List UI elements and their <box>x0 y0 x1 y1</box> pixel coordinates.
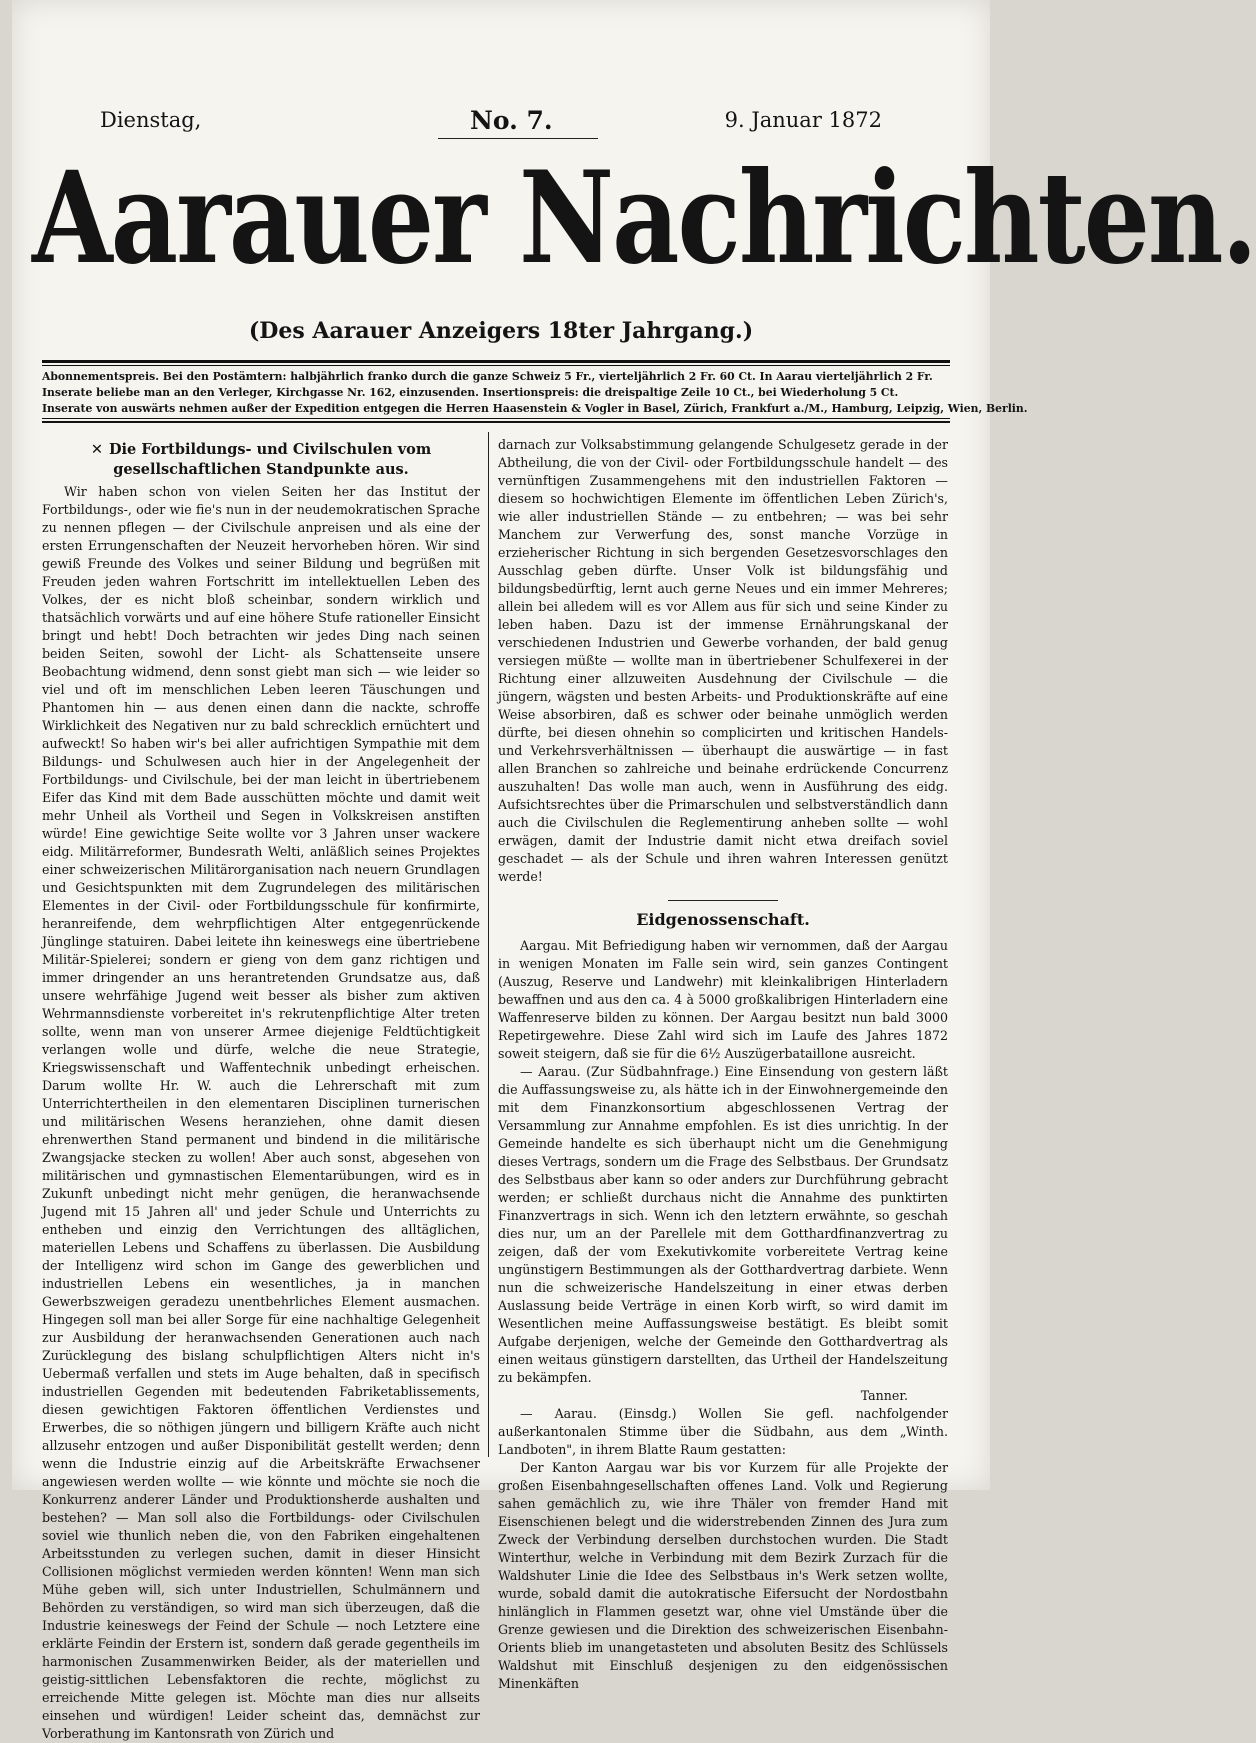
subscription-line-3: Inserate von auswärts nehmen außer der Expedition entgegen die Herren Haasenstein & Vogler in Basel, Zürich, Frankfurt a./M., Hamburg, Leipzig, Wien, Berlin. <box>42 402 1028 415</box>
masthead-title: Aarauer Nachrichten. <box>32 142 1256 293</box>
issue-number: No. 7. <box>470 106 553 135</box>
header-rule-thick <box>42 360 950 363</box>
article-title-text: Die Fortbildungs- und Civilschulen vom gesellschaftlichen Standpunkte aus. <box>108 441 432 478</box>
subscription-line-1: Abonnementspreis. Bei den Postämtern: halbjährlich franko durch die ganze Schweiz 5 Fr., vierteljährlich 2 Fr. 60 Ct. In Aarau vierteljährlich 2 Fr. <box>42 370 933 383</box>
article-title <box>42 440 480 479</box>
newspaper-page <box>12 0 1256 1741</box>
article-continuation: darnach zur Volksabstimmung gelangende Schulgesetz gerade in der Abtheilung, die von der Civil- oder Fortbildungsschule handelt — des vernünftigen Zusammengehens mit den industriellen Faktoren — diesem so hochwichtigen Elemente im öffentlichen Leben Zürich's, wie aller industriellen Stände — zu entbehren; — was bei sehr Manchem zur Verwerfung des, sonst manche Vorzüge in erzieherischer Richtung in sich bergenden Gesetzesvorschlages den Ausschlag geben dürfte. Unser Volk ist bildungsfähig und bildungsbedürftig, lernt auch gerne Neues und ein immer Mehreres; allein bei alledem will es vor Allem aus für sich und seine Kinder zu leben haben. Dazu ist der immense Ernährungskanal der verschiedenen Industrien und Gewerbe vorhanden, der bald genug versiegen müßte — wollte man in übertriebener Schulfexerei in der Richtung einer allzuweiten Ausdehnung der Civilschule — die jüngern, wägsten und besten Arbeits- und Produktionskräfte auf eine Weise absorbiren, daß es schwer oder beinahe unmöglich werden dürfte, bei diesen ohnehin so complicirten und kritischen Handels- und Verkehrsverhältnissen — überhaupt die auswärtige — in fast allen Branchen so zahlreiche und beinahe erdrückende Concurrenz auszuhalten! Das wolle man auch, wenn in Ausführung des eidg. Aufsichtsrechtes über die Primarschulen und selbstverständlich dann auch die Civilschulen die Reglementirung anheben sollte — wohl erwägen, damit der Industrie damit nicht etwa dreifach soviel geschadet — als der Schule und ihren wahren Interessen genützt werde! <box>498 437 948 884</box>
header-rule-thin <box>42 365 950 366</box>
article-body-clip <box>42 483 480 1741</box>
subscription-rule-thick <box>42 421 950 423</box>
subscription-line-2: Inserate beliebe man an den Verleger, Kirchgasse Nr. 162, einzusenden. Insertionspreis: die dreispaltige Zeile 10 Ct., bei Wiederholung 5 Ct. <box>42 386 899 399</box>
issue-date: 9. Januar 1872 <box>724 108 882 132</box>
news-signature: Tanner. <box>860 1388 908 1403</box>
news-item-aarau-suedbahn: — Aarau. (Zur Südbahnfrage.) Eine Einsendung von gestern läßt die Auffassungsweise zu, als hätte ich in der Einwohnergemeinde den mit dem Finanzkonsortium abgeschlossenen Vertrag der Versammlung zur Annahme empfohlen. Es ist dies unrichtig. In der Gemeinde handelte es sich überhaupt nicht um die Genehmigung dieses Vertrags, sondern um die Frage des Selbstbaus. Der Grundsatz des Selbstbaus aber kann so oder anders zur Durchführung gebracht werden; er schließt durchaus nicht die Annahme des punktirten Finanzvertrags in sich. Wenn ich den letztern erwähnte, so geschah dies nur, um an der Parellele mit dem Gotthardfinanzvertrag zu zeigen, daß der vom Exekutivkomite vorbereitete Vertrag keine ungünstigern Bestimmungen als der Gotthardvertrag darbiete. Wenn nun die schweizerische Handelszeitung in einer etwas derben Auslassung beide Verträge in einen Korb wirft, so wird damit im Wesentlichen meine Auffassungsweise bestätigt. Es bleibt somit Aufgabe derjenigen, welche der Gemeinde den Gotthardvertrag als einen weitaus günstigern darstellten, das Urtheil der Handelszeitung zu bekämpfen. <box>498 1064 948 1385</box>
issue-day: Dienstag, <box>100 108 202 132</box>
news-item-quote: Der Kanton Aargau war bis vor Kurzem für alle Projekte der großen Eisenbahngesellschaften offenes Land. Volk und Regierung sahen gemächlich zu, wie ihre Thäler von fremder Hand mit Eisenschienen belegt und die widerstrebenden Zinnen des Jura zum Zweck der Verbindung derselben durchstochen wurden. Die Stadt Winterthur, welche in Verbindung mit dem Bezirk Zurzach für die Waldshuter Linie die Idee des Selbstbaus in's Werk setzen wollte, wurde, sobald damit die autokratische Eifersucht der Nordostbahn hinlänglich in Flammen gesetzt war, ohne viel Umstände über die Grenze gewiesen und die Direktion des schweizerischen Eisenbahn-Orients blieb im unangetasteten und absoluten Besitz des Schlüssels Waldshut mit Einschluß desjenigen zu den eidgenössischen Minenkäften <box>498 1460 948 1691</box>
section-heading: Eidgenossenschaft. <box>636 910 810 929</box>
subscription-rule-thin <box>42 418 950 419</box>
cross-mark-icon: ✕ <box>90 442 103 458</box>
news-item-aarau-einsdg: — Aarau. (Einsdg.) Wollen Sie gefl. nachfolgender außerkantonalen Stimme über die Südbahn, aus dem „Winth. Landboten", in ihrem Blatte Raum gestatten: <box>498 1406 948 1457</box>
news-item-quote-clip <box>498 1459 948 1691</box>
column-right <box>498 436 948 1691</box>
masthead-subtitle: (Des Aarauer Anzeigers 18ter Jahrgang.) <box>248 318 754 344</box>
article-body: Wir haben schon von vielen Seiten her das Institut der Fortbildungs-, oder wie fie's nun in der neudemokratischen Sprache zu nennen pflegen — der Civilschule anpreisen und als eine der ersten Errungenschaften der Neuzeit hervorheben hören. Wir sind gewiß Freunde des Volkes und seiner Bildung und begrüßen mit Freuden jeden wahren Fortschritt im intellektuellen Leben des Volkes, der es nicht bloß scheinbar, sondern wirklich und thatsächlich vorwärts und auf eine höhere Stufe rationeller Einsicht bringt und hebt! Doch betrachten wir jedes Ding nach seinen beiden Seiten, sowohl der Licht- als Schattenseite unsere Beobachtung widmend, denn sonst giebt man sich — wie leider so viel und oft im menschlichen Leben leeren Täuschungen und Phantomen hin — aus denen einen dann die nackte, schroffe Wirklichkeit des Negativen nur zu bald schrecklich ernüchtert und aufweckt! So haben wir's bei aller aufrichtigen Sympathie mit dem Bildungs- und Schulwesen auch hier in der Angelegenheit der Fortbildungs- und Civilschule, bei der man leicht in übertriebenem Eifer das Kind mit dem Bade ausschütten möchte und damit weit mehr Unheil als Vortheil und Segen in Volkskreisen anstiften würde! Eine gewichtige Seite wollte vor 3 Jahren unser wackere eidg. Militärreformer, Bundesrath Welti, anläßlich seines Projektes einer schweizerischen Militärorganisation nach neuern Grundlagen und Gesichtspunkten mit dem Zugrundelegen des militärischen Elementes in der Civil- oder Fortbildungsschule für konfirmirte, heranreifende, dem wehrpflichtigen Alter entgegenrückende Jünglinge statuiren. Dabei leitete ihn keineswegs eine übertriebene Militär-Spielerei; sondern er gieng von dem ganz richtigen und immer dringender an uns herantretenden Grundsatze aus, daß unsere wehrfähige Jugend weit besser als bisher zum aktiven Wehrmannsdienste vorbereitet in's rekrutenpflichtige Alter treten sollte, wenn man von unserer Armee diejenige Feldtüchtigkeit verlangen wolle und dürfe, welche die neue Strategie, Kriegswissenschaft und Waffentechnik unbedingt erheischen. Darum wollte Hr. W. auch die Lehrerschaft mit zum Unterrichtertheilen in den elementaren Disciplinen turnerischen und militärischen Wesens heranziehen, ohne damit diesen ehrenwerthen Stand permanent und bindend in die militärische Zwangsjacke stecken zu wollen! Aber auch sonst, abgesehen von militärischen und gymnastischen Elementarübungen, wird es in Zukunft unbedingt nicht mehr genügen, die heranwachsende Jugend mit 15 Jahren all' und jeder Schule und Unterrichts zu entheben und einzig den Verrichtungen des alltäglichen, materiellen Lebens und Schaffens zu überlassen. Die Ausbildung der Intelligenz wird schon im Gange des gewerblichen und industriellen Lebens ein wesentliches, ja in manchen Gewerbszweigen geradezu unentbehrliches Element ausmachen. Hingegen soll man bei aller Sorge für eine nachhaltige Gelegenheit zur Ausbildung der heranwachsenden Generationen auch nach Zurücklegung des bislang schulpflichtigen Alters nicht in's Uebermaß verfallen und stets im Auge behalten, daß in specifisch industriellen Gegenden mit bedeutenden Fabriketablissements, diesen gewichtigen Faktoren öffentlichen Verdienstes und Erwerbes, die so nöthigen jüngern und billigern Kräfte auch nicht allzusehr entzogen und außer Disponibilität gestellt werden; denn wenn die Industrie einzig auf die Arbeitskräfte Erwachsener angewiesen werden wollte — wie könnte und möchte sie noch die Konkurrenz anderer Länder und Produktionsherde aushalten und bestehen? — Man soll also die Fortbildungs- oder Civilschulen soviel wie thunlich neben die, von den Fabriken eingehaltenen Arbeitsstunden zu verlegen suchen, damit in dieser Hinsicht Collisionen möglichst vermieden werden könnten! Wenn man sich Mühe geben will, sich unter Industriellen, Schulmännern und Behörden zu verständigen, so wird man sich überzeugen, daß die Industrie keineswegs der Feind der Schule — noch Letztere eine erklärte Feindin der Erstern ist, sondern daß gerade gegentheils im harmonischen Zusammenwirken Beider, als der materiellen und geistig-sittlichen Lebensfaktoren die rechte, möglichst zu erreichende Mitte gelegen ist. Möchte man dies nur allseits einsehen und würdigen! Leider scheint das, demnächst zur Vorberathung im Kantonsrath von Zürich und <box>42 484 480 1741</box>
news-item-aargau: Aargau. Mit Befriedigung haben wir vernommen, daß der Aargau in wenigen Monaten im Falle sein wird, sein ganzes Contingent (Auszug, Reserve und Landwehr) mit kleinkalibrigen Hinterladern bewaffnen und aus den ca. 4 à 5000 großkalibrigen Hinterladern eine Waffenreserve bilden zu können. Der Aargau besitzt nun bald 3000 Repetirgewehre. Diese Zahl wird sich im Laufe des Jahres 1872 soweit steigern, daß sie für die 6½ Auszügerbataillone ausreicht. <box>498 938 948 1061</box>
subscription-info <box>42 369 1028 417</box>
column-left <box>42 436 480 1741</box>
column-divider <box>488 432 489 1457</box>
section-rule <box>668 900 778 901</box>
